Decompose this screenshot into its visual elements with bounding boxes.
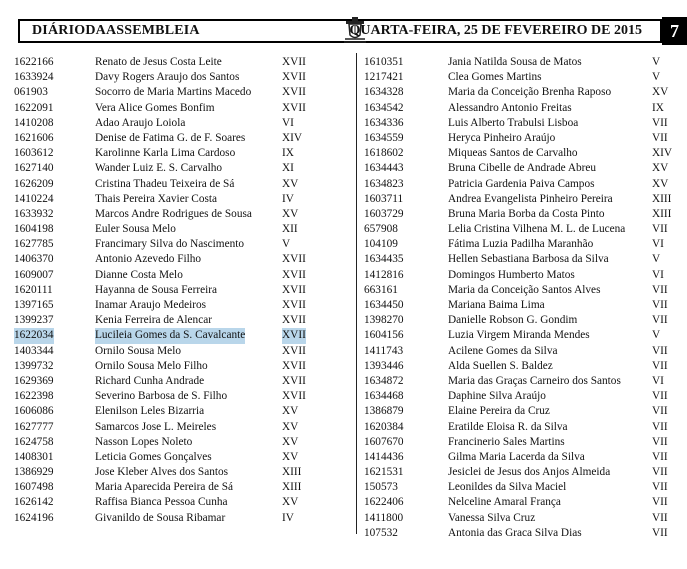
roman-numeral: XV <box>282 177 299 190</box>
registration-number: 1410208 <box>14 116 54 129</box>
list-item <box>14 283 354 298</box>
roman-numeral: XVII <box>282 328 306 343</box>
roman-numeral: XVII <box>282 86 306 99</box>
roman-numeral: VII <box>652 359 668 372</box>
registration-number: 1634559 <box>364 131 404 144</box>
roman-numeral: IX <box>282 147 294 160</box>
issue-date: QUARTA-FEIRA, 25 DE FEVEREIRO DE 2015 <box>349 23 642 38</box>
registration-number: 1624196 <box>14 511 54 524</box>
roman-numeral: VII <box>652 450 668 463</box>
person-name: Luzia Virgem Miranda Mendes <box>448 329 590 342</box>
registration-number: 1406370 <box>14 253 54 266</box>
registration-number: 1633924 <box>14 71 54 84</box>
person-name: Adao Araujo Loiola <box>95 116 186 129</box>
roman-numeral: VII <box>652 314 668 327</box>
person-name: Nasson Lopes Noleto <box>95 435 193 448</box>
list-item <box>14 192 354 207</box>
person-name: Kenia Ferreira de Alencar <box>95 314 212 327</box>
roman-numeral: VI <box>652 268 664 281</box>
person-name: Eratilde Eloisa R. da Silva <box>448 420 568 433</box>
list-item <box>364 237 684 252</box>
person-name: Gilma Maria Lacerda da Silva <box>448 450 585 463</box>
registration-number: 1629369 <box>14 374 54 387</box>
registration-number: 1397165 <box>14 299 54 311</box>
person-name: Euler Sousa Melo <box>95 223 176 236</box>
list-item <box>364 450 684 465</box>
person-name: Acilene Gomes da Silva <box>448 344 558 357</box>
registration-number: 1603612 <box>14 147 54 160</box>
list-item <box>14 161 354 176</box>
person-name: Leonildes da Silva Maciel <box>448 481 567 494</box>
registration-number: 107532 <box>364 526 398 539</box>
list-item <box>14 177 354 192</box>
right-column-list <box>364 55 684 541</box>
registration-number: 1607498 <box>14 481 54 494</box>
registration-number: 1627777 <box>14 420 54 433</box>
list-item <box>364 404 684 419</box>
person-name: Bruna Cibelle de Andrade Abreu <box>448 162 597 175</box>
roman-numeral: VII <box>652 131 668 144</box>
roman-numeral: V <box>652 329 661 342</box>
person-name: Inamar Araujo Medeiros <box>95 299 207 311</box>
list-item <box>14 328 354 343</box>
registration-number: 1603711 <box>364 192 404 205</box>
roman-numeral: XIII <box>652 192 672 205</box>
list-item <box>364 252 684 267</box>
registration-number: 663161 <box>364 283 398 296</box>
roman-numeral: XV <box>652 162 669 175</box>
roman-numeral: XVII <box>282 101 306 114</box>
registration-number: 1412816 <box>364 268 404 281</box>
person-name: Richard Cunha Andrade <box>95 374 205 387</box>
registration-number: 1627785 <box>14 238 54 251</box>
roman-numeral: XII <box>282 223 298 236</box>
list-item <box>364 70 684 85</box>
list-item <box>364 177 684 192</box>
person-name: Hellen Sebastiana Barbosa da Silva <box>448 253 609 266</box>
person-name: Antonio Azevedo Filho <box>95 253 202 266</box>
list-item <box>14 511 354 526</box>
journal-title: DIÁRIODAASSEMBLEIA <box>32 23 200 38</box>
roman-numeral: VII <box>652 496 668 509</box>
person-name: Mariana Baima Lima <box>448 299 545 311</box>
person-name: Severino Barbosa de S. Filho <box>95 390 228 403</box>
list-item <box>14 359 354 374</box>
list-item <box>364 298 684 313</box>
roman-numeral: XV <box>282 420 299 433</box>
list-item <box>364 420 684 435</box>
person-name: Wander Luiz E. S. Carvalho <box>95 162 223 175</box>
registration-number: 1604198 <box>14 223 54 236</box>
registration-number: 1622166 <box>14 56 54 68</box>
registration-number: 1634336 <box>364 116 404 129</box>
person-name: Leticia Gomes Gonçalves <box>95 450 212 463</box>
roman-numeral: XVII <box>282 56 306 68</box>
roman-numeral: VII <box>652 526 668 539</box>
person-name: Daphine Silva Araújo <box>448 390 546 403</box>
list-item <box>364 146 684 161</box>
registration-number: 1606086 <box>14 405 54 418</box>
list-item <box>364 511 684 526</box>
registration-number: 1620384 <box>364 420 404 433</box>
roman-numeral: XV <box>282 496 299 509</box>
list-item <box>14 435 354 450</box>
person-name: Alda Suellen S. Baldez <box>448 359 553 372</box>
registration-number: 1399237 <box>14 314 54 327</box>
person-name: Lelia Cristina Vilhena M. L. de Lucena <box>448 223 626 236</box>
person-name: Vera Alice Gomes Bonfim <box>95 101 215 114</box>
roman-numeral: VI <box>282 116 294 129</box>
list-item <box>364 495 684 510</box>
list-item <box>14 404 354 419</box>
column-divider <box>356 53 357 534</box>
list-item <box>364 465 684 480</box>
roman-numeral: VI <box>652 374 664 387</box>
list-item <box>364 222 684 237</box>
list-item <box>364 344 684 359</box>
person-name: Maria da Conceição Santos Alves <box>448 283 601 296</box>
registration-number: 1622398 <box>14 390 54 403</box>
person-name: Hayanna de Sousa Ferreira <box>95 283 218 296</box>
person-name: Bruna Maria Borba da Costa Pinto <box>448 207 605 220</box>
person-name: Jania Natilda Sousa de Matos <box>448 56 582 68</box>
person-name: Domingos Humberto Matos <box>448 268 575 281</box>
list-item <box>364 435 684 450</box>
list-item <box>14 344 354 359</box>
registration-number: 1399732 <box>14 359 54 372</box>
roman-numeral: VII <box>652 511 668 524</box>
list-item <box>14 480 354 495</box>
list-item <box>364 161 684 176</box>
roman-numeral: VII <box>652 435 668 448</box>
person-name: Danielle Robson G. Gondim <box>448 314 578 327</box>
list-item <box>14 465 354 480</box>
registration-number: 1386929 <box>14 466 54 479</box>
registration-number: 1634872 <box>364 374 404 387</box>
list-item <box>364 389 684 404</box>
person-name: Francimary Silva do Nascimento <box>95 238 245 251</box>
list-item <box>14 450 354 465</box>
registration-number: 1634328 <box>364 86 404 99</box>
roman-numeral: VI <box>652 238 664 251</box>
registration-number: 150573 <box>364 481 398 494</box>
roman-numeral: XVII <box>282 268 306 281</box>
roman-numeral: XVII <box>282 374 306 387</box>
roman-numeral: IV <box>282 192 294 205</box>
list-item <box>364 131 684 146</box>
roman-numeral: XVII <box>282 253 306 266</box>
registration-number: 1622034 <box>14 328 54 343</box>
page-number: 7 <box>662 17 687 45</box>
registration-number: 104109 <box>364 238 398 251</box>
roman-numeral: VII <box>652 116 668 129</box>
list-item <box>14 146 354 161</box>
roman-numeral: VII <box>652 283 668 296</box>
roman-numeral: VII <box>652 390 668 403</box>
person-name: Denise de Fatima G. de F. Soares <box>95 131 246 144</box>
registration-number: 1626142 <box>14 496 54 509</box>
registration-number: 1386879 <box>364 405 404 418</box>
roman-numeral: VII <box>652 466 668 479</box>
list-item <box>364 313 684 328</box>
person-name: Jesiclei de Jesus dos Anjos Almeida <box>448 466 611 479</box>
roman-numeral: V <box>652 253 661 266</box>
roman-numeral: VII <box>652 481 668 494</box>
registration-number: 1414436 <box>364 450 404 463</box>
list-item <box>14 374 354 389</box>
roman-numeral: VII <box>652 420 668 433</box>
registration-number: 1618602 <box>364 147 404 160</box>
roman-numeral: XIII <box>282 466 302 479</box>
registration-number: 1408301 <box>14 450 54 463</box>
person-name: Fátima Luzia Padilha Maranhão <box>448 238 594 251</box>
person-name: Marcos Andre Rodrigues de Sousa <box>95 207 252 220</box>
roman-numeral: VII <box>652 344 668 357</box>
list-item <box>14 313 354 328</box>
registration-number: 1624758 <box>14 435 54 448</box>
registration-number: 1410224 <box>14 192 54 205</box>
list-item <box>14 70 354 85</box>
registration-number: 1634823 <box>364 177 404 190</box>
roman-numeral: XV <box>652 177 669 190</box>
roman-numeral: XIII <box>282 481 302 494</box>
registration-number: 1398270 <box>364 314 404 327</box>
list-item <box>14 298 354 313</box>
roman-numeral: XV <box>282 435 299 448</box>
person-name: Samarcos Jose L. Meireles <box>95 420 217 433</box>
list-item <box>14 495 354 510</box>
registration-number: 1634450 <box>364 299 404 311</box>
person-name: Renato de Jesus Costa Leite <box>95 56 222 68</box>
roman-numeral: V <box>652 56 661 68</box>
registration-number: 1621606 <box>14 131 54 144</box>
registration-number: 1633932 <box>14 207 54 220</box>
registration-number: 1620111 <box>14 283 53 296</box>
person-name: Patricia Gardenia Paiva Campos <box>448 177 595 190</box>
list-item <box>364 359 684 374</box>
registration-number: 1604156 <box>364 329 404 342</box>
person-name: Givanildo de Sousa Ribamar <box>95 511 226 524</box>
person-name: Maria Aparecida Pereira de Sá <box>95 481 234 494</box>
person-name: Davy Rogers Araujo dos Santos <box>95 71 240 84</box>
roman-numeral: IV <box>282 511 294 524</box>
registration-number: 1634443 <box>364 162 404 175</box>
person-name: Karolinne Karla Lima Cardoso <box>95 147 236 160</box>
list-item <box>14 101 354 116</box>
list-item <box>364 192 684 207</box>
person-name: Dianne Costa Melo <box>95 268 183 281</box>
registration-number: 1411800 <box>364 511 404 524</box>
person-name: Andrea Evangelista Pinheiro Pereira <box>448 192 613 205</box>
list-item <box>14 207 354 222</box>
roman-numeral: XI <box>282 162 294 175</box>
registration-number: 1621531 <box>364 466 404 479</box>
list-item <box>14 131 354 146</box>
roman-numeral: XVII <box>282 390 306 403</box>
registration-number: 1217421 <box>364 71 404 84</box>
roman-numeral: XVII <box>282 344 306 357</box>
roman-numeral: XV <box>282 450 299 463</box>
registration-number: 1622091 <box>14 101 54 114</box>
list-item <box>14 116 354 131</box>
person-name: Lucileia Gomes da S. Cavalcante <box>95 328 245 343</box>
registration-number: 1411743 <box>364 344 404 357</box>
person-name: Maria das Graças Carneiro dos Santos <box>448 374 621 387</box>
roman-numeral: XV <box>282 405 299 418</box>
registration-number: 061903 <box>14 86 48 99</box>
person-name: Vanessa Silva Cruz <box>448 511 536 524</box>
person-name: Socorro de Maria Martins Macedo <box>95 86 252 99</box>
registration-number: 1609007 <box>14 268 54 281</box>
person-name: Alessandro Antonio Freitas <box>448 101 572 114</box>
list-item <box>364 55 684 70</box>
person-name: Ornilo Sousa Melo <box>95 344 181 357</box>
person-name: Elenilson Leles Bizarria <box>95 405 205 418</box>
registration-number: 1634542 <box>364 101 404 114</box>
list-item <box>14 237 354 252</box>
list-item <box>14 55 354 70</box>
list-item <box>364 480 684 495</box>
person-name: Luis Alberto Trabulsi Lisboa <box>448 116 579 129</box>
roman-numeral: XIV <box>652 147 673 160</box>
roman-numeral: XVII <box>282 71 306 84</box>
list-item <box>14 252 354 267</box>
list-item <box>364 374 684 389</box>
roman-numeral: IX <box>652 101 664 114</box>
registration-number: 657908 <box>364 223 398 236</box>
roman-numeral: XIII <box>652 207 672 220</box>
roman-numeral: XVII <box>282 314 306 327</box>
roman-numeral: XVII <box>282 283 306 296</box>
person-name: Antonia das Graca Silva Dias <box>448 526 582 539</box>
list-item <box>364 207 684 222</box>
registration-number: 1627140 <box>14 162 54 175</box>
person-name: Nelceline Amaral França <box>448 496 561 509</box>
person-name: Ornilo Sousa Melo Filho <box>95 359 208 372</box>
list-item <box>364 101 684 116</box>
person-name: Clea Gomes Martins <box>448 71 542 84</box>
registration-number: 1622406 <box>364 496 404 509</box>
roman-numeral: V <box>652 71 661 84</box>
list-item <box>364 268 684 283</box>
roman-numeral: VII <box>652 299 668 311</box>
page-header <box>18 19 662 43</box>
registration-number: 1403344 <box>14 344 54 357</box>
registration-number: 1626209 <box>14 177 54 190</box>
person-name: Francinerio Sales Martins <box>448 435 565 448</box>
registration-number: 1393446 <box>364 359 404 372</box>
registration-number: 1634468 <box>364 390 404 403</box>
registration-number: 1634435 <box>364 253 404 266</box>
registration-number: 1607670 <box>364 435 404 448</box>
roman-numeral: XV <box>652 86 669 99</box>
list-item <box>364 85 684 100</box>
registration-number: 1610351 <box>364 56 404 68</box>
list-item <box>14 389 354 404</box>
roman-numeral: XIV <box>282 131 303 144</box>
list-item <box>14 268 354 283</box>
person-name: Raffisa Bianca Pessoa Cunha <box>95 496 228 509</box>
list-item <box>14 420 354 435</box>
roman-numeral: VII <box>652 223 668 236</box>
person-name: Thais Pereira Xavier Costa <box>95 192 218 205</box>
list-item <box>14 222 354 237</box>
list-item <box>364 283 684 298</box>
person-name: Elaine Pereira da Cruz <box>448 405 550 418</box>
person-name: Heryca Pinheiro Araújo <box>448 131 556 144</box>
left-column-list <box>14 55 354 526</box>
roman-numeral: V <box>282 238 291 251</box>
roman-numeral: VII <box>652 405 668 418</box>
list-item <box>364 328 684 343</box>
person-name: Maria da Conceição Brenha Raposo <box>448 86 612 99</box>
roman-numeral: XVII <box>282 359 306 372</box>
person-name: Jose Kleber Alves dos Santos <box>95 466 229 479</box>
registration-number: 1603729 <box>364 207 404 220</box>
person-name: Cristina Thadeu Teixeira de Sá <box>95 177 235 190</box>
roman-numeral: XVII <box>282 299 306 311</box>
roman-numeral: XV <box>282 207 299 220</box>
list-item <box>364 526 684 541</box>
list-item <box>364 116 684 131</box>
list-item <box>14 85 354 100</box>
person-name: Miqueas Santos de Carvalho <box>448 147 578 160</box>
